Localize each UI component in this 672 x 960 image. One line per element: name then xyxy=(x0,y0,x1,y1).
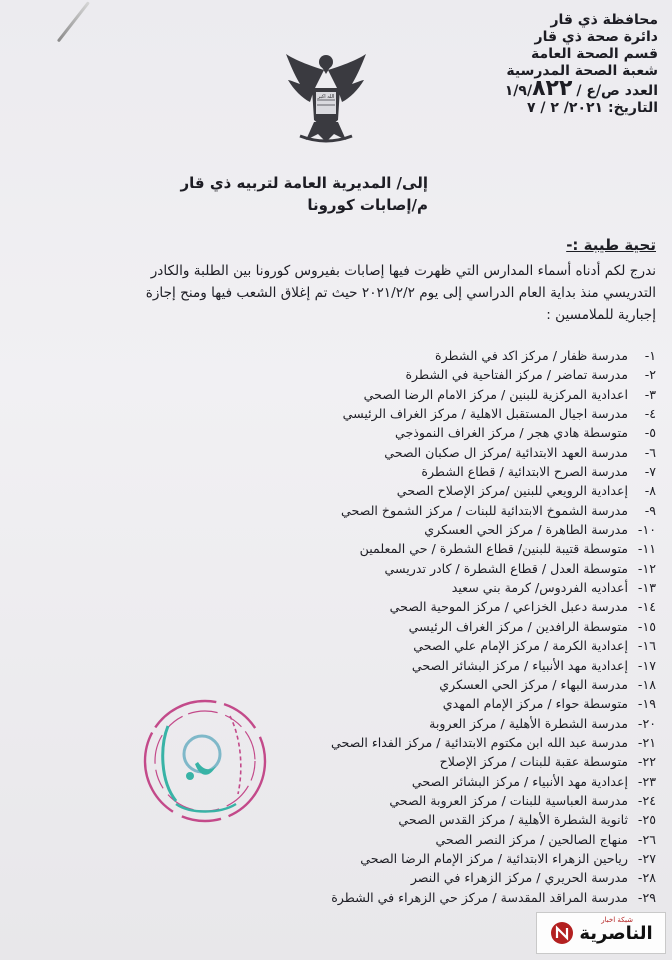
school-list-item xyxy=(196,597,656,616)
school-item-text: متوسطة قتيبة للبنين/ قطاع الشطرة / حي المعلمين xyxy=(359,541,628,557)
school-item-text: مدرسة الشطرة الأهلية / مركز العروبة xyxy=(429,715,628,731)
intro-line: إجبارية للملامسين : xyxy=(546,307,656,323)
greeting: تحية طيبة :- xyxy=(566,236,656,254)
school-list-item xyxy=(196,501,656,520)
school-item-text: رياحين الزهراء الابتدائية / مركز الإمام الرضا الصحي xyxy=(360,850,628,866)
paper-pin xyxy=(57,1,90,42)
school-item-text: أعداديه الفردوس/ كرمة بني سعيد xyxy=(451,580,628,596)
school-item-text: منهاج الصالحين / مركز النصر الصحي xyxy=(435,831,628,847)
eagle-emblem-icon xyxy=(284,50,368,145)
school-item-text: متوسطة حواء / مركز الإمام المهدي xyxy=(442,696,628,712)
addressee-block xyxy=(181,172,428,216)
intro-line: ندرج لكم أدناه أسماء المدارس التي ظهرت فيها إصابات بفيروس كورونا بين الطلبة والكادر xyxy=(150,263,656,279)
school-item-text: مدرسة الطاهرة / مركز الحي العسكري xyxy=(424,522,628,538)
school-item-text: مدرسة البهاء / مركز الحي العسكري xyxy=(439,676,628,692)
school-item-number: ٣- xyxy=(644,386,656,402)
school-item-number: ٢٩- xyxy=(637,889,656,905)
watermark-subtext: شبكة اخبار xyxy=(601,916,633,924)
school-item-number: ١٧- xyxy=(637,657,656,673)
school-item-number: ١٠- xyxy=(637,522,656,538)
school-item-text: ثانوية الشطرة الأهلية / مركز القدس الصحي xyxy=(398,812,628,828)
school-item-text: مدرسة عبد الله ابن مكتوم الابتدائية / مركز الفداء الصحي xyxy=(330,734,628,750)
school-item-text: متوسطة الرافدين / مركز الغراف الرئيسي xyxy=(408,618,628,634)
school-item-number: ٢٢- xyxy=(637,754,656,770)
school-item-number: ١٦- xyxy=(637,638,656,654)
school-item-number: ٢٧- xyxy=(637,850,656,866)
school-list-item xyxy=(196,443,656,462)
emblem-inscription: الله اكبر xyxy=(317,94,335,100)
school-item-number: ٢٣- xyxy=(637,773,656,789)
school-item-text: مدرسة الصرح الابتدائية / قطاع الشطرة xyxy=(421,464,628,480)
intro-paragraph xyxy=(12,260,656,326)
school-list-item xyxy=(196,462,656,481)
school-item-number: ٢١- xyxy=(637,734,656,750)
school-list-item xyxy=(196,520,656,539)
school-item-number: ٢٦- xyxy=(637,831,656,847)
school-list-item xyxy=(196,617,656,636)
school-item-text: متوسطة عقبة للبنات / مركز الإصلاح xyxy=(439,754,628,770)
school-item-number: ٢٤- xyxy=(637,792,656,808)
school-item-number: ٢٠- xyxy=(637,715,656,731)
letterhead-line: شعبة الصحة المدرسية xyxy=(506,63,658,79)
school-item-number: ١٤- xyxy=(637,599,656,615)
school-item-number: ١١- xyxy=(637,541,656,557)
school-item-number: ١٩- xyxy=(637,696,656,712)
school-item-text: مدرسة العهد الابتدائية /مركز ال صكبان الصحي xyxy=(384,444,628,460)
school-item-number: ٧- xyxy=(644,464,656,480)
school-list-item xyxy=(196,559,656,578)
school-item-text: مدرسة الحريري / مركز الزهراء في النصر xyxy=(410,870,628,886)
school-item-number: ١٨- xyxy=(637,676,656,692)
school-item-text: إعدادية الكرمة / مركز الإمام علي الصحي xyxy=(413,638,628,654)
school-item-text: اعدادية المركزية للبنين / مركز الامام الرضا الصحي xyxy=(363,386,628,402)
school-item-number: ١٢- xyxy=(637,560,656,576)
school-list-item xyxy=(196,346,656,365)
subject-line: م/إصابات كورونا xyxy=(307,196,428,214)
school-item-text: إعدادية الرويعي للبنين /مركز الإصلاح الصحي xyxy=(396,483,628,499)
school-item-number: ١٣- xyxy=(637,580,656,596)
school-list-item xyxy=(196,385,656,404)
official-stamp-icon xyxy=(140,686,270,836)
school-list-item xyxy=(196,636,656,655)
school-item-number: ٢٨- xyxy=(637,870,656,886)
school-item-number: ٥- xyxy=(644,425,656,441)
school-list-item xyxy=(196,365,656,384)
school-list-item xyxy=(196,849,656,868)
school-item-number: ٩- xyxy=(644,502,656,518)
school-item-text: مدرسة العباسية للبنات / مركز العروبة الصحي xyxy=(389,792,628,808)
site-watermark xyxy=(536,912,666,954)
school-item-text: متوسطة هادي هجر / مركز الغراف النموذجي xyxy=(395,425,628,441)
date-line: التاريخ: ٢٠٢١/ ٢ / ٧ xyxy=(526,100,658,116)
school-item-text: متوسطة العدل / قطاع الشطرة / كادر تدريسي xyxy=(384,560,628,576)
school-item-number: ٨- xyxy=(644,483,656,499)
letterhead-line: محافظة ذي قار xyxy=(550,12,658,28)
letterhead-block xyxy=(448,12,658,117)
school-item-text: مدرسة دعبل الخزاعي / مركز الموحية الصحي xyxy=(389,599,628,615)
school-item-text: مدرسة تماضر / مركز الفتاحية في الشطرة xyxy=(405,367,628,383)
reference-number: ٨٢٢ xyxy=(532,76,573,101)
school-list-item xyxy=(196,578,656,597)
letterhead-line: دائرة صحة ذي قار xyxy=(534,29,658,45)
school-list-item xyxy=(196,888,656,907)
school-item-number: ٤- xyxy=(644,406,656,422)
school-item-text: مدرسة المراقد المقدسة / مركز حي الزهراء في الشطرة xyxy=(331,889,628,905)
addressee-to: إلى/ المديرية العامة لتربيه ذي قار xyxy=(180,174,428,192)
school-list-item xyxy=(196,404,656,423)
school-item-text: مدرسة الشموخ الابتدائية للبنات / مركز الشموخ الصحي xyxy=(341,502,628,518)
school-list-item xyxy=(196,656,656,675)
school-item-number: ٦- xyxy=(644,444,656,460)
school-item-number: ٢٥- xyxy=(637,812,656,828)
school-list-item xyxy=(196,423,656,442)
school-item-number: ١- xyxy=(644,348,656,363)
school-item-text: مدرسة ظفار / مركز اكد في الشطرة xyxy=(434,348,628,363)
letterhead-line: قسم الصحة العامة xyxy=(531,46,658,62)
school-item-text: مدرسة اجيال المستقبل الاهلية / مركز الغراف الرئيسي xyxy=(342,406,628,422)
reference-label: العدد ص/ع /١/٩/ xyxy=(504,83,658,99)
school-list-item xyxy=(196,539,656,558)
school-list-item xyxy=(196,481,656,500)
intro-line: التدريسي منذ بداية العام الدراسي إلى يوم ٢٠٢١/٢/٢ حيث تم إغلاق الشعب فيها ومنح إجازة xyxy=(145,285,656,301)
school-item-number: ١٥- xyxy=(637,618,656,634)
watermark-text: الناصرية xyxy=(579,922,653,944)
reference-line xyxy=(448,76,658,101)
school-item-number: ٢- xyxy=(644,367,656,383)
school-item-text: إعدادية مهد الأنبياء / مركز البشائر الصحي xyxy=(411,773,628,789)
school-item-text: إعدادية مهد الأنبياء / مركز البشائر الصحي xyxy=(411,657,628,673)
watermark-logo-icon xyxy=(549,920,575,946)
school-list-item xyxy=(196,868,656,887)
